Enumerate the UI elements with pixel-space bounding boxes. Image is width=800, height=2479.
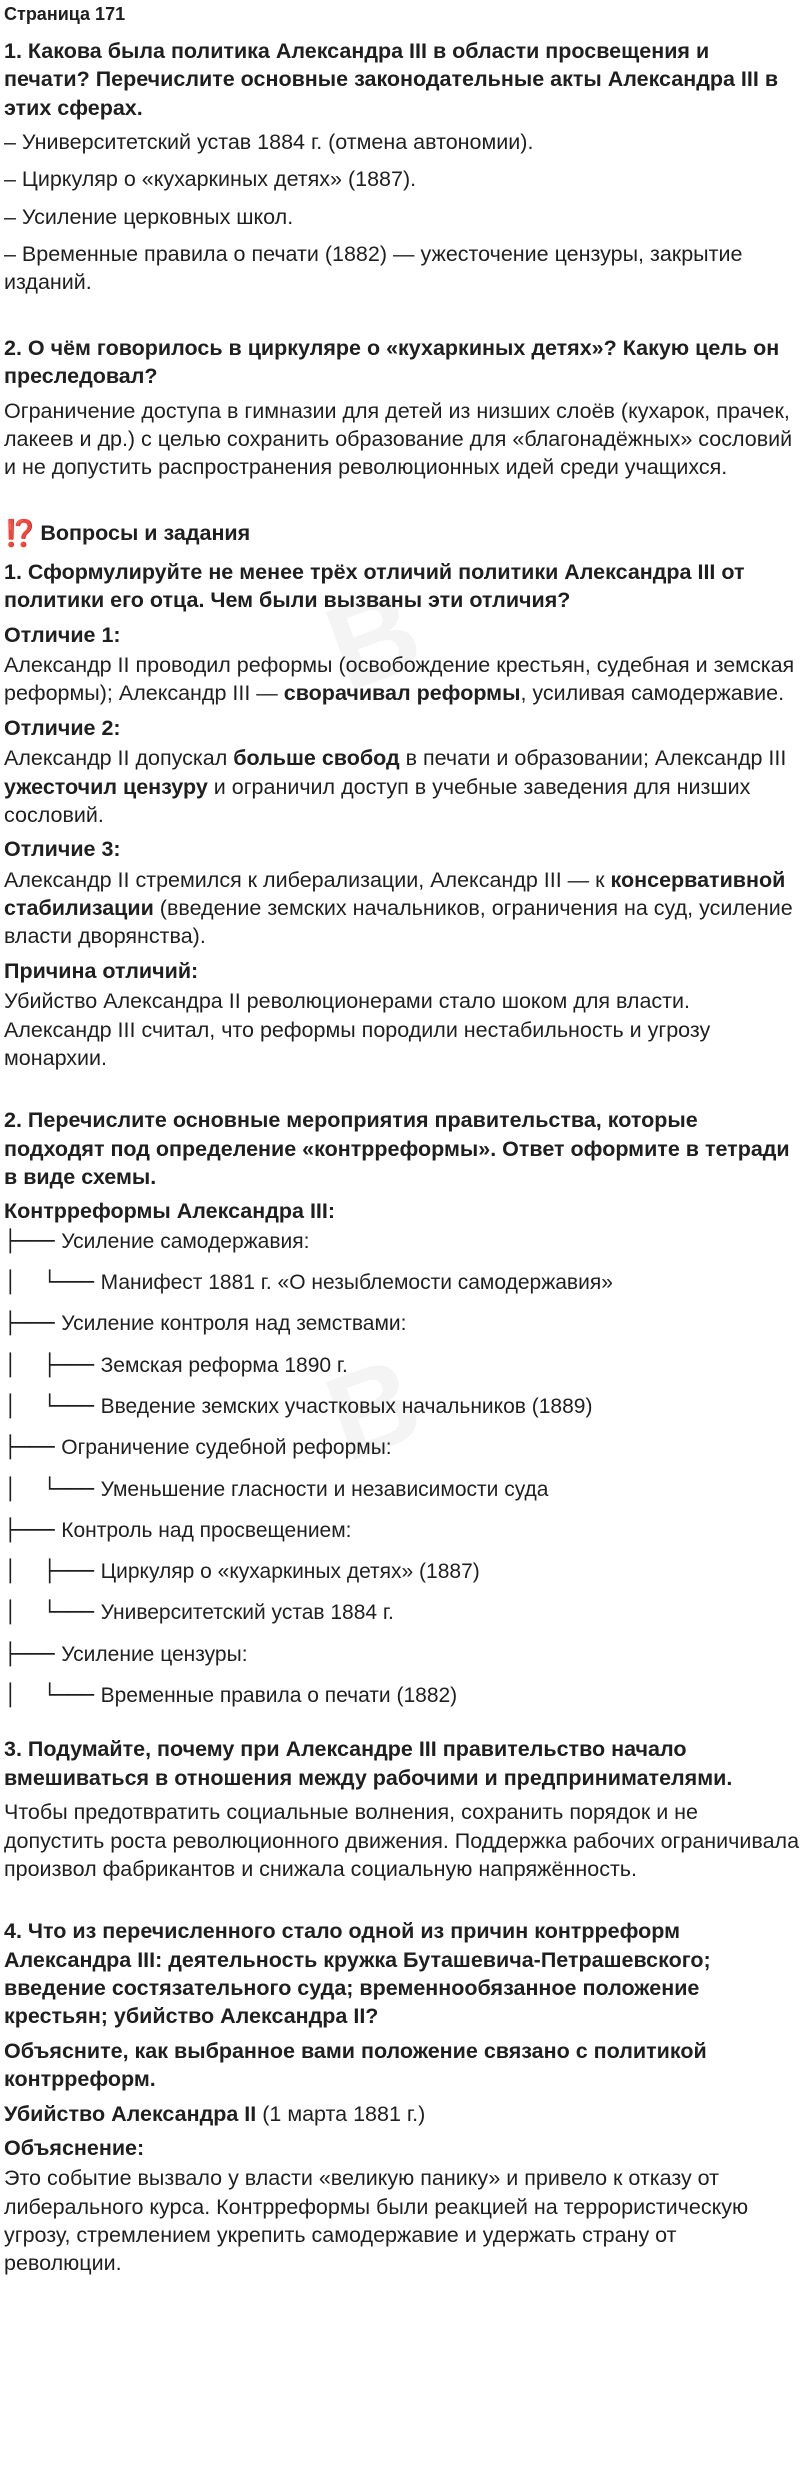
section-heading xyxy=(4,516,800,550)
task-heading: 3. Подумайте, почему при Александре III правительство начало вмешиваться в отношения между рабочими и предпринимателями. xyxy=(4,1737,733,1790)
tree-node: │ └─── Уменьшение гласности и независимости суда xyxy=(4,1476,549,1501)
tree-node: │ └─── Введение земских участковых начальников (1889) xyxy=(4,1394,593,1418)
tree-node: │ └─── Университетский устав 1884 г. xyxy=(4,1600,394,1625)
answer-paragraph: Чтобы предотвратить социальные волнения, сохранить порядок и не допустить роста революционного движения. Поддержка рабочих ограничивала произвол фабрикантов и снижала социальную напряжённость. xyxy=(4,1800,800,1881)
tree-node: ├─── Усиление цензуры: xyxy=(4,1641,248,1666)
scheme-tree xyxy=(4,1228,800,1710)
page-label: Страница 171 xyxy=(4,4,126,24)
list-item: – Усиление церковных школ. xyxy=(4,204,294,229)
list-item: – Циркуляр о «кухаркиных детях» (1887). xyxy=(4,167,417,192)
answer-paragraph: Ограничение доступа в гимназии для детей из низших слоёв (кухарок, прачек, лакеев и др.) с целью сохранить образование для «благонадёжных» сословий и не допустить распространения революционных идей среди учащихся. xyxy=(4,398,793,480)
tree-node: ├─── Контроль над просвещением: xyxy=(4,1517,352,1542)
exclamation-question-icon: ⁉️ xyxy=(4,517,35,548)
list-item: – Университетский устав 1884 г. (отмена автономии). xyxy=(4,129,534,154)
tree-node: │ └─── Манифест 1881 г. «О незыблемости самодержавия» xyxy=(4,1270,613,1295)
scheme-title: Контрреформы Александра III: xyxy=(4,1199,336,1224)
explanation-label: Объяснение: xyxy=(4,2135,145,2160)
tree-node: │ └─── Временные правила о печати (1882) xyxy=(4,1683,458,1708)
difference-text: Александр II проводил реформы (освобождение крестьян, судебная и земская реформы); Александр III — сворачивал реформы, усиливая самодержавие. xyxy=(4,653,795,706)
list-item: – Временные правила о печати (1882) — ужесточение цензуры, закрытие изданий. xyxy=(4,242,743,295)
tree-node: │ ├─── Циркуляр о «кухаркиных детях» (1887) xyxy=(4,1559,480,1584)
answer-line: Убийство Александра II (1 марта 1881 г.) xyxy=(4,2101,426,2126)
difference-label: Отличие 2: xyxy=(4,715,121,740)
section-title: Вопросы и задания xyxy=(40,520,251,545)
tree-node: ├─── Усиление самодержавия: xyxy=(4,1228,310,1253)
question-heading: 2. О чём говорилось в циркуляре о «кухаркиных детях»? Какую цель он преследовал? xyxy=(4,335,780,389)
tree-node: ├─── Усиление контроля над земствами: xyxy=(4,1311,407,1336)
task-heading: 1. Сформулируйте не менее трёх отличий политики Александра III от политики его отца. Чем были вызваны эти отличия? xyxy=(4,559,745,613)
task-subheading: Объясните, как выбранное вами положение связано с политикой контрреформ. xyxy=(4,2038,707,2092)
tree-node: │ ├─── Земская реформа 1890 г. xyxy=(4,1352,348,1377)
difference-label: Отличие 3: xyxy=(4,837,121,862)
tree-node: ├─── Ограничение судебной реформы: xyxy=(4,1435,392,1460)
question-heading: 1. Какова была политика Александра III в области просвещения и печати? Перечислите основные законодательные акты Александра III в этих сферах. xyxy=(4,38,779,120)
difference-label: Отличие 1: xyxy=(4,622,121,647)
difference-text: Александр II допускал больше свобод в печати и образовании; Александр III ужесточил цензуру и ограничил доступ в учебные заведения для низших сословий. xyxy=(4,746,787,827)
task-heading: 4. Что из перечисленного стало одной из причин контрреформ Александра III: деятельность кружка Буташевича-Петрашевского; введение состязательного суда; временнообязанное положение крестьян; убийство Александра II? xyxy=(4,1919,711,2029)
difference-text: Александр II стремился к либерализации, Александр III — к консервативной стабилизации (введение земских начальников, ограничения на суд, усиление власти дворянства). xyxy=(4,867,793,949)
cause-label: Причина отличий: xyxy=(4,958,199,983)
explanation-text: Это событие вызвало у власти «великую панику» и привело к отказу от либерального курса. Контрреформы были реакцией на террористическую угрозу, стремлением укрепить самодержавие и удержать страну от революции. xyxy=(4,2166,749,2276)
task-heading: 2. Перечислите основные мероприятия правительства, которые подходят под определение «контрреформы». Ответ оформите в тетради в виде схемы. xyxy=(4,1108,790,1190)
cause-text: Убийство Александра II революционерами стало шоком для власти. Александр III считал, что реформы породили нестабильность и угрозу монархии. xyxy=(4,989,711,1070)
